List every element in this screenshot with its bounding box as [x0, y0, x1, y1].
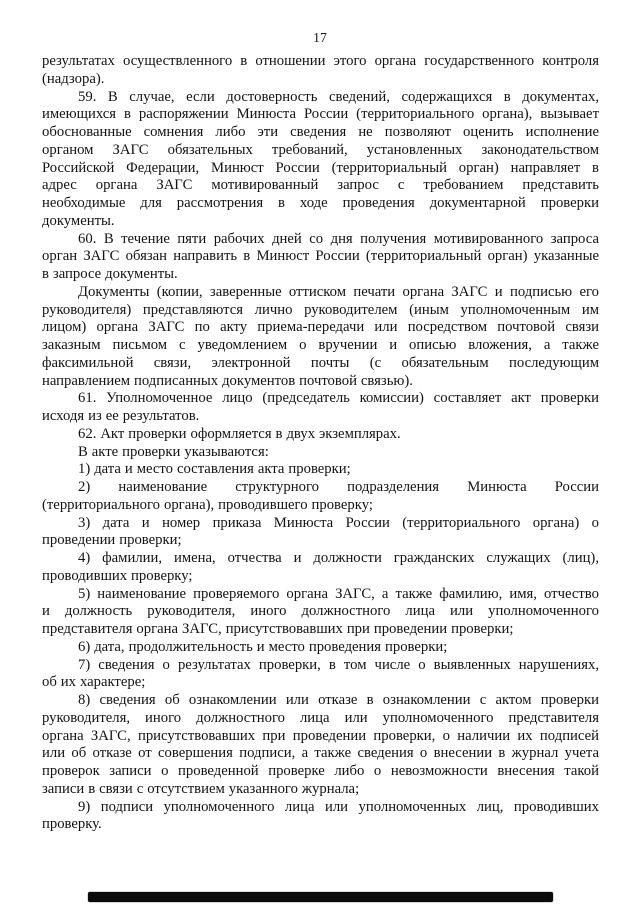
text-line: 6) дата, продолжительность и место проведения проверки; [78, 638, 448, 655]
text-line: 5) наименование проверяемого органа ЗАГС, а также фамилию, имя, отчество [78, 585, 599, 602]
text-line: документы. [42, 212, 115, 229]
text-line: проверку. [42, 816, 102, 833]
text-line: проведении проверки; [42, 532, 182, 549]
text-line: направлением подписанных документов почтовой связью). [42, 372, 413, 389]
text-line: (надзора). [42, 70, 105, 87]
text-line: об их характере; [42, 674, 146, 691]
paragraph [42, 657, 599, 693]
text-line: записи в связи с отсутствием указанного журнала; [42, 780, 360, 797]
text-line: 59. В случае, если достоверность сведений, содержащихся в документах, [78, 88, 599, 105]
paragraph [42, 53, 599, 89]
text-line: руководителя) представляются лично руководителем (иным уполномоченным им [42, 301, 599, 318]
text-line: и должность руководителя, иного должностного лица или уполномоченного [42, 603, 599, 620]
text-line: 2) наименование структурного подразделения Минюста России [78, 479, 599, 495]
text-line: исходя из ее результатов. [42, 408, 200, 424]
text-line: руководителя, иного должностного лица или уполномоченного представителя [42, 709, 599, 726]
paragraph [42, 284, 599, 391]
paragraph [42, 426, 599, 444]
paragraph [42, 515, 599, 551]
paragraph [42, 692, 599, 799]
text-line: органа ЗАГС, присутствовавших при проведении проверки, о наличии их подписей [42, 727, 599, 744]
paragraph [42, 231, 599, 284]
text-line: 8) сведения об ознакомлении или отказе в ознакомлении с актом проверки [78, 692, 599, 708]
text-line: проверок записи о проведенной проверке либо о невозможности внесения такой [42, 763, 599, 779]
text-line: 61. Уполномоченное лицо (председатель комиссии) составляет акт проверки [78, 390, 599, 407]
text-line: факсимильной связи, электронной почты (с обязательным последующим [42, 354, 599, 371]
text-line: В акте проверки указываются: [78, 443, 269, 460]
paragraph [42, 799, 599, 835]
paragraph [42, 461, 599, 479]
text-line: 9) подписи уполномоченного лица или уполномоченных лиц, проводивших [78, 798, 599, 815]
text-line: имеющихся в распоряжении Минюста России (территориального органа), вызывает [42, 106, 599, 123]
text-line: в запросе документы. [42, 266, 178, 282]
paragraph [42, 586, 599, 639]
paragraph [42, 479, 599, 515]
text-line: лицом) органа ЗАГС по акту приема-передачи или посредством почтовой связи [42, 319, 599, 336]
paragraph [42, 639, 599, 657]
text-line: орган ЗАГС обязан направить в Минюст России (территориальный орган) указанные [42, 248, 599, 265]
paragraph [42, 89, 599, 231]
text-line: представителя органа ЗАГС, присутствовавших при проведении проверки; [42, 621, 514, 637]
text-line: необходимые для рассмотрения в ходе проведения документарной проверки [42, 195, 599, 211]
page-number: 17 [313, 31, 327, 46]
text-line: Документы (копии, заверенные оттиском печати органа ЗАГС и подписью его [78, 283, 599, 300]
text-line: органом ЗАГС обязательных требований, установленных законодательством [42, 141, 599, 158]
text-line: Российской Федерации, Минюст России (территориальный орган) направляет в [42, 159, 599, 176]
text-line: 3) дата и номер приказа Минюста России (территориального органа) о [78, 514, 599, 531]
text-line: 1) дата и место составления акта проверки; [78, 461, 351, 478]
paragraph [42, 550, 599, 586]
text-line: заказным письмом с уведомлением о вручении и описью вложения, а также [42, 337, 599, 353]
document-body [42, 53, 599, 834]
text-line: проводивших проверку; [42, 567, 193, 584]
paragraph [42, 390, 599, 426]
paragraph [42, 444, 599, 462]
scan-artifact-bar [88, 892, 553, 902]
text-line: или об отказе от совершения подписи, а также сведения о внесении в журнал учета [42, 745, 599, 762]
text-line: 62. Акт проверки оформляется в двух экземплярах. [78, 425, 401, 442]
text-line: результатах осуществленного в отношении этого органа государственного контроля [42, 53, 599, 69]
text-line: 60. В течение пяти рабочих дней со дня получения мотивированного запроса [78, 230, 599, 247]
text-line: (территориального органа), проводившего проверку; [42, 496, 373, 513]
text-line: адрес органа ЗАГС мотивированный запрос с требованием представить [42, 177, 599, 194]
text-line: 4) фамилии, имена, отчества и должности гражданских служащих (лиц), [78, 550, 599, 566]
text-line: 7) сведения о результатах проверки, в том числе о выявленных нарушениях, [78, 656, 599, 673]
text-line: обоснованные сомнения либо эти сведения не позволяют оценить исполнение [42, 124, 599, 140]
